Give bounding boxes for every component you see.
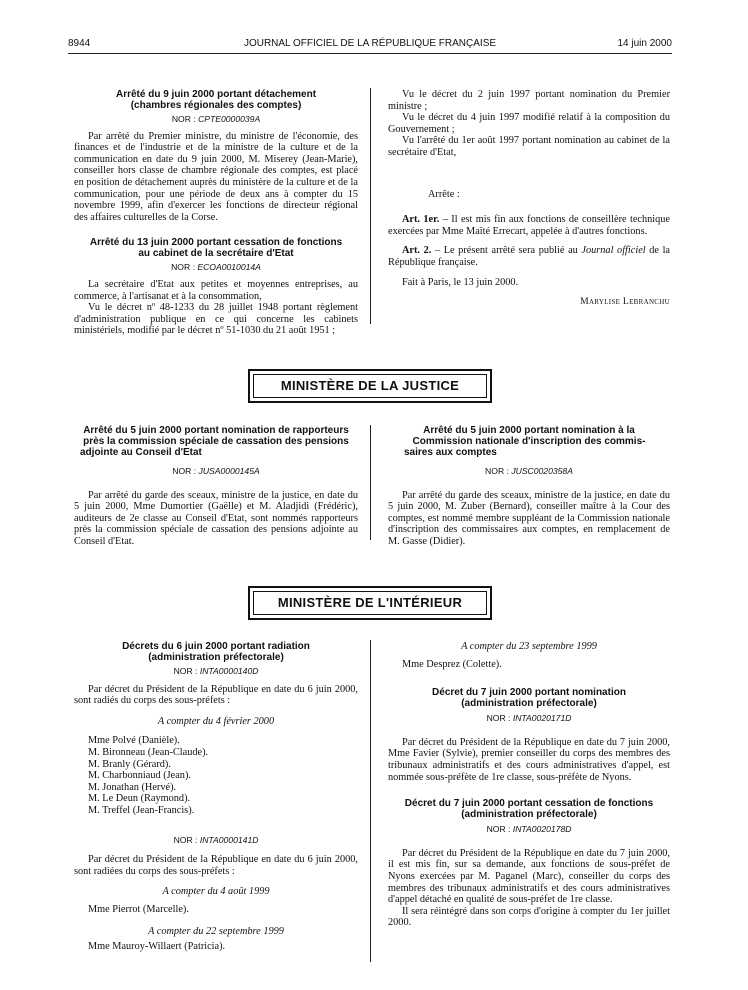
column-divider — [370, 425, 371, 540]
list-item: M. Bironneau (Jean-Claude). — [88, 746, 209, 758]
list-item: Mme Mauroy-Willaert (Patricia). — [88, 941, 226, 953]
list-item: M. Branly (Gérard). — [88, 758, 171, 770]
visa-text: Vu le décret du 4 juin 1997 modifié relatif à la composition du Gouvernement ; — [388, 112, 670, 135]
list-item: Mme Desprez (Colette). — [402, 658, 502, 670]
justice-left-column — [74, 425, 358, 548]
list-item: M. Jonathan (Hervé). — [88, 781, 177, 793]
issue-date: 14 juin 2000 — [617, 38, 672, 49]
arrete-label: Arrête : — [428, 188, 460, 200]
page-header — [68, 38, 672, 52]
nor-reference: NOR : INTA0000140D — [173, 666, 259, 676]
ministry-justice-title: MINISTÈRE DE LA JUSTICE — [253, 374, 487, 398]
nor-reference: NOR : INTA0020178D — [486, 824, 572, 835]
list-item: M. Treffel (Jean-Francis). — [88, 804, 195, 816]
ministry-justice-box — [248, 369, 492, 403]
decree-text: La secrétaire d'Etat aux petites et moyennes entreprises, au commerce, à l'artisanat et à la consommation, — [74, 278, 358, 302]
section-title: Décret du 7 juin 2000 portant nomination (administration préfectorale) — [432, 687, 626, 710]
top-left-column — [74, 89, 358, 337]
nor-reference: NOR : JUSC0020358A — [485, 466, 573, 476]
journal-title: JOURNAL OFFICIEL DE LA RÉPUBLIQUE FRANÇAISE — [243, 38, 497, 49]
decree-text: Par décret du Président de la République en date du 6 juin 2000, sont radiées du corps des sous-préfets : — [74, 854, 358, 877]
fait-line: Fait à Paris, le 13 juin 2000. — [402, 276, 519, 288]
decree-text: Par décret du Président de la République en date du 7 juin 2000, Mme Favier (Sylvie), premier conseiller du corps des membres des tribunaux administratifs et des cours administratives d'appel, est nommée sous-préfète de 1re classe, sous-préfète de Nyons. — [388, 736, 670, 783]
section-title: Arrêté du 9 juin 2000 portant détachement (chambres régionales des comptes) — [115, 89, 317, 111]
effective-date: A compter du 4 février 2000 — [157, 715, 275, 727]
column-divider — [370, 88, 371, 324]
interior-left-column — [74, 641, 358, 953]
nor-reference: NOR : JUSA0000145A — [172, 466, 260, 476]
decree-text: Par arrêté du garde des sceaux, ministre de la justice, en date du 5 juin 2000, M. Zuber (Bernard), conseiller maître à la Cour des comptes, est nommé membre suppléant de la Commission nationale d'inscription des commissaires aux comptes, en remplacement de M. Gasse (Didier). — [388, 489, 670, 547]
decree-text: Par arrêté du Premier ministre, du ministre de l'économie, des finances et de l'industrie et de la ministre de la culture et de la communication en date du 9 juin 2000, M. Miserey (Jean-Marie), conseiller hors classe de chambre régionale des comptes, est placé en position de détachement auprès du ministère de la culture et de la communication, pour une période de deux ans à compter du 15 novembre 1999, afin d'exercer les fonctions de directeur régional des affaires culturelles de la Corse. — [74, 130, 358, 223]
ministry-interior-title: MINISTÈRE DE L'INTÉRIEUR — [253, 591, 487, 615]
decree-text: Vu le décret nº 48-1233 du 28 juillet 1948 portant règlement d'administration publique en ce qui concerne les cabinets ministériels, modifié par le décret nº 51-1030 du 21 août 1951 ; — [74, 302, 358, 337]
header-rule — [68, 53, 672, 54]
list-item: M. Charbonniaud (Jean). — [88, 770, 191, 782]
visa-text: Vu l'arrêté du 1er août 1997 portant nomination au cabinet de la secrétaire d'Etat, — [388, 135, 670, 158]
justice-right-column — [388, 425, 670, 548]
list-item: Mme Polvé (Danièle). — [88, 735, 180, 747]
article-2: Art. 2. – Le présent arrêté sera publié au Journal officiel de la République française. — [388, 245, 671, 268]
top-right-column — [388, 89, 670, 308]
section-title: Arrêté du 5 juin 2000 portant nomination de rapporteurs près la commission spéciale de cassation des pensions adjointe au Conseil d'Etat — [80, 425, 349, 458]
page-number: 8944 — [68, 38, 91, 49]
list-item: Mme Pierrot (Marcelle). — [88, 903, 189, 915]
signature: Marylise Lebranchu — [580, 296, 670, 308]
effective-date: A compter du 4 août 1999 — [162, 886, 270, 898]
nor-reference: NOR : ECOA0010014A — [171, 262, 261, 273]
section-title: Arrêté du 13 juin 2000 portant cessation de fonctions au cabinet de la secrétaire d'Etat — [89, 237, 343, 260]
name-list — [74, 735, 358, 816]
effective-date: A compter du 23 septembre 1999 — [461, 641, 597, 652]
column-divider — [370, 640, 371, 962]
section-title: Décret du 7 juin 2000 portant cessation de fonctions (administration préfectorale) — [404, 798, 654, 821]
decree-text: Par décret du Président de la République en date du 6 juin 2000, sont radiés du corps des sous-préfets : — [74, 683, 358, 707]
nor-reference: NOR : INTA0020171D — [486, 713, 572, 724]
visa-text: Vu le décret du 2 juin 1997 portant nomination du Premier ministre ; — [388, 89, 670, 112]
list-item: M. Le Deun (Raymond). — [88, 793, 191, 805]
effective-date: A compter du 22 septembre 1999 — [148, 925, 284, 937]
decree-text: Par décret du Président de la République en date du 7 juin 2000, il est mis fin, sur sa demande, aux fonctions de sous-préfet de Nyons exercées par M. Paganel (Marc), conseiller du corps des membres des tribunaux administratifs et des cours administratives d'appel détaché en qualité de sous-préfet de 1re classe. — [388, 847, 670, 906]
section-title: Décrets du 6 juin 2000 portant radiation (administration préfectorale) — [122, 641, 310, 663]
article-1: Art. 1er. – Il est mis fin aux fonctions de conseillère technique exercées par Mme Maïté Errecart, appelée à d'autres fonctions. — [388, 214, 671, 237]
decree-text: Par arrêté du garde des sceaux, ministre de la justice, en date du 5 juin 2000, Mme Dumortier (Gaëlle) et M. Aladjidi (Frédéric), auditeurs de 2e classe au Conseil d'Etat, sont nommés rapporteurs près la commission spéciale de cassation des pensions adjointe au Conseil d'Etat. — [74, 489, 358, 547]
ministry-interior-box — [248, 586, 492, 620]
nor-reference: NOR : INTA0000141D — [173, 834, 259, 845]
interior-right-column — [388, 641, 670, 929]
section-title: Arrêté du 5 juin 2000 portant nomination à la Commission nationale d'inscription des commis- saires aux comptes — [404, 425, 646, 458]
decree-text: Il sera réintégré dans son corps d'origine à compter du 1er juillet 2000. — [388, 905, 670, 929]
nor-reference: NOR : CPTE0000039A — [171, 114, 261, 124]
